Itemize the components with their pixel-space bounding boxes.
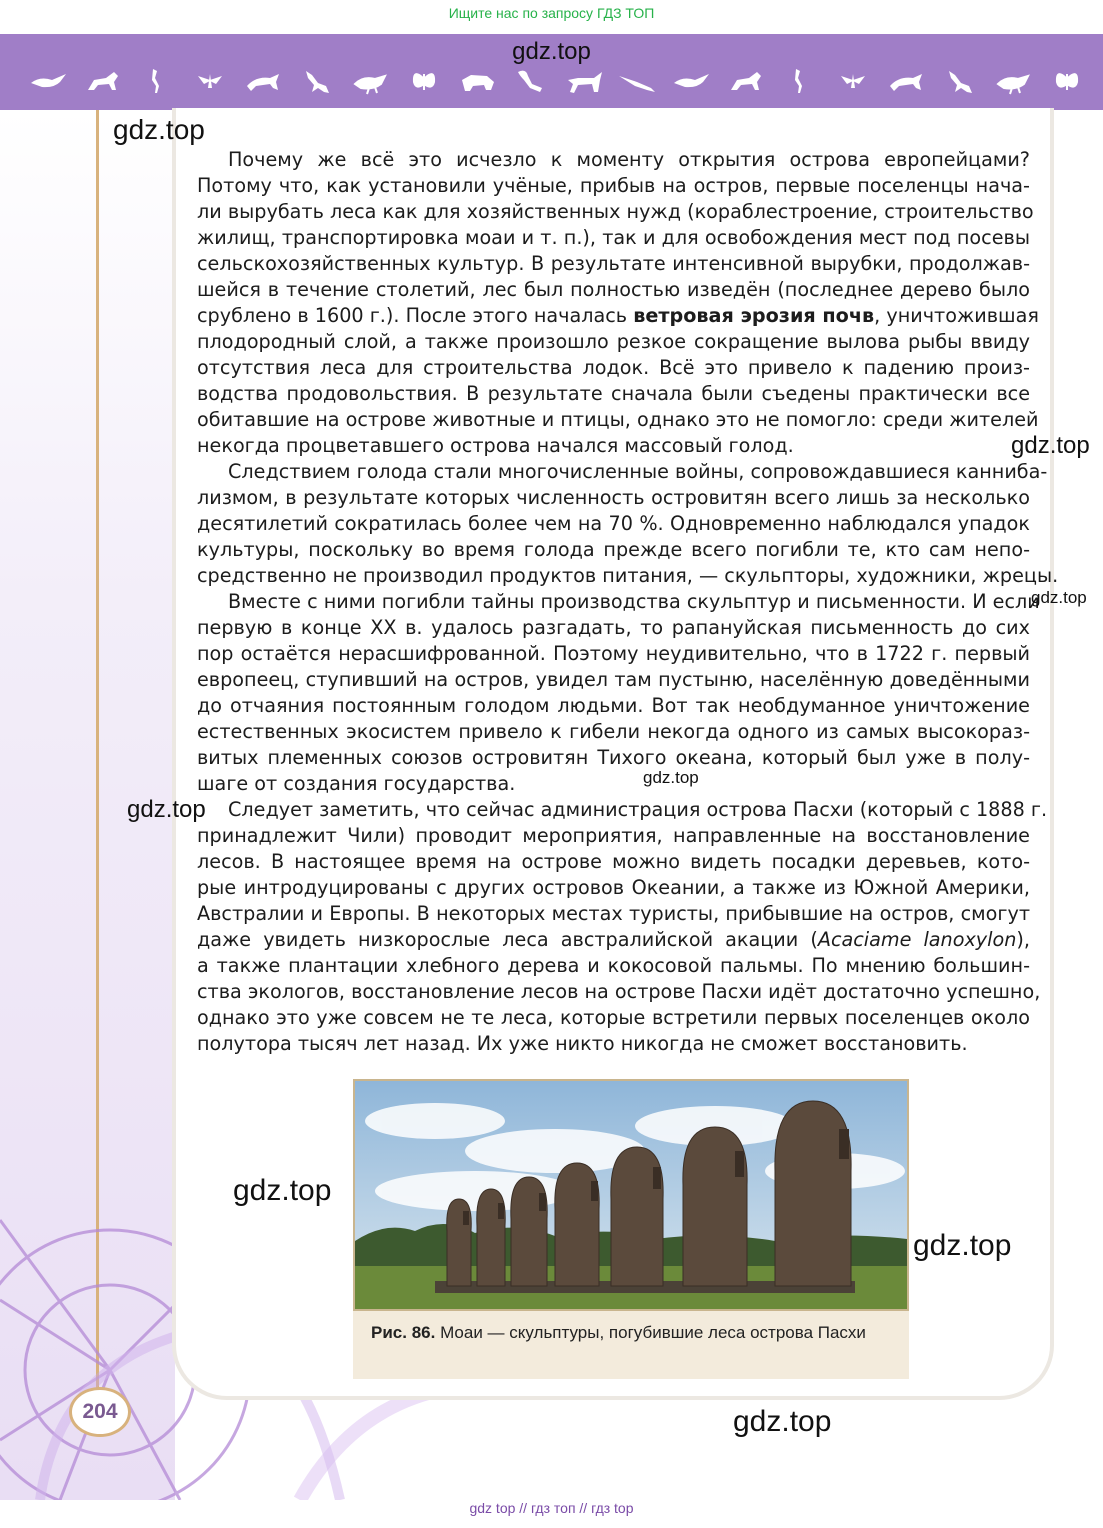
text-line: лесов. В настоящее время на острове можно видеть посадки деревьев, кото- [197,850,1030,873]
figure-caption [371,1322,891,1344]
watermark: gdz.top [1011,432,1090,459]
watermark: gdz.top [113,114,205,145]
paragraph-1 [197,147,1039,459]
watermark: gdz.top [733,1405,832,1438]
watermark: gdz.top [913,1229,1012,1262]
text-line: Потому что, как установили учёные, прибыв на остров, первые поселенцы нача- [197,174,1030,197]
cat-icon [939,66,981,96]
text-line: пор остаётся нерасшифрованной. Поэтому неудивительно, что в 1722 г. первый [197,642,1030,665]
text-line: полутора тысяч лет назад. Их уже никто никогда не сможет восстановить. [197,1032,968,1055]
heron-icon [135,66,177,96]
paragraph-4 [197,797,1048,1057]
horse-icon [564,66,606,96]
butterfly-icon [403,66,445,96]
wolf-icon [82,66,124,96]
text-line: плодородный слой, а также произошло резкое сокращение вылова рыбы ввиду [197,330,1030,353]
text-line: естественных экосистем привело к гибели некогда одного из самых высокораз- [197,720,1030,743]
butterfly-icon [1046,66,1088,96]
animal-silhouettes-row [28,66,1088,96]
wolf-icon [725,66,767,96]
text-line: десятилетий сократилась более чем на 70 %. Одновременно наблюдался упадок [197,512,1030,535]
bird-icon [671,66,713,96]
text-line: Следствием голода стали многочисленные войны, сопровождавшиеся каннибa- [228,460,1048,483]
scorpion-icon [510,66,552,96]
text-fragment: ), [1016,928,1030,951]
beetle-icon [242,66,284,96]
eagle-icon [617,66,659,96]
watermark: gdz.top [233,1174,332,1207]
caption-label: Рис. 86. [371,1323,436,1342]
text-line: европеец, ступивший на остров, увидел там пустыню, населённую доведёнными [197,668,1030,691]
cat-icon [296,66,338,96]
text-line: витых племенных союзов островитян Тихого океана, который был уже в полу- [197,746,1030,769]
bold-term: ветровая эрозия почв [633,304,875,327]
text-line: обитавшие на острове животные и птицы, однако это не помогло: среди жителей [197,408,1039,431]
text-line: принадлежит Чили) проводит мероприятия, направленные на восстановление [197,824,1030,847]
beetle-icon [885,66,927,96]
text-line: Следует заметить, что сейчас администрация острова Пасхи (который с 1888 г. [228,798,1048,821]
text-line: сельскохозяйственных культур. В результате интенсивной вырубки, продолжав- [197,252,1030,275]
caption-text: Моаи — скульптуры, погубившие леса острова Пасхи [440,1323,866,1342]
text-fragment: , уничтожившая [874,304,1039,327]
moai-photo [353,1079,909,1311]
text-line: ства экологов, восстановление лесов на острове Пасхи идёт достаточно успешно, [197,980,1041,1003]
figure-86 [353,1079,909,1379]
text-line: шейся в течение столетий, лес был полностью изведён (последнее дерево было [197,278,1030,301]
page-number: 204 [69,1387,131,1437]
heron-icon [778,66,820,96]
rhino-icon [457,66,499,96]
bird-icon [28,66,70,96]
tortoise-icon [992,66,1034,96]
text-line: жилищ, транспортировка моаи и т. п.), так и для освобождения мест под посевы [197,226,1030,249]
watermark: gdz.top [512,38,591,65]
text-line: до отчаяния постоянным голодом людьми. Вот так необдуманное уничтожение [197,694,1030,717]
text-line: водства продовольствия. В результате сначала были съедены практически все [197,382,1030,405]
text-line: Вместе с ними погибли тайны производства скульптур и письменности. И если [228,590,1040,613]
text-fragment: даже увидеть низкорослые леса австралийской акации ( [197,928,818,951]
text-line: а также плантации хлебного дерева и кокосовой пальмы. По мнению большин- [197,954,1030,977]
text-line: средственно не производил продуктов питания, — скульпторы, художники, жрецы. [197,564,1059,587]
text-line: первую в конце XX в. удалось разгадать, то рапануйская письменность до сих [197,616,1030,639]
text-line: лизмом, в результате которых численность островитян всего лишь за несколько [197,486,1030,509]
footer-watermarks: gdz top // гдз топ // гдз top [469,1500,634,1516]
text-line: однако это уже совсем не те леса, которые встретили первых поселенцев около [197,1006,1030,1029]
text-line [197,303,1039,329]
watermark: gdz.top [1031,588,1087,607]
text-line: культуры, поскольку во время голода прежде всего погибли те, кто сам непо- [197,538,1030,561]
text-fragment: срублено в 1600 г.). После этого началась [197,304,628,327]
text-line: рые интродуцированы с других островов Океании, а также из Южной Америки, [197,876,1030,899]
text-line: шаге от создания государства. [197,772,516,795]
text-line: некогда процветавшего острова начался массовый голод. [197,434,794,457]
latin-species-name: Acaciame lanoxylon [817,928,1017,951]
watermark: gdz.top [643,768,699,787]
tortoise-icon [349,66,391,96]
top-search-notice: Ищите нас по запросу ГДЗ ТОП [448,5,655,21]
text-line: Почему же всё это исчезло к моменту открытия острова европейцами? [228,148,1030,171]
text-line: отсутствия леса для строительства лодок. Всё это привело к падению произ- [197,356,1030,379]
text-line: Австралии и Европы. В некоторых местах туристы, прибывшие на остров, смогут [197,902,1030,925]
fly-icon [189,66,231,96]
text-line: ли вырубать леса как для хозяйственных нужд (кораблестроение, строительство [197,200,1034,223]
watermark: gdz.top [127,796,206,823]
paragraph-3 [197,589,1040,797]
fly-icon [832,66,874,96]
paragraph-2 [197,459,1059,589]
text-line [197,927,1030,953]
